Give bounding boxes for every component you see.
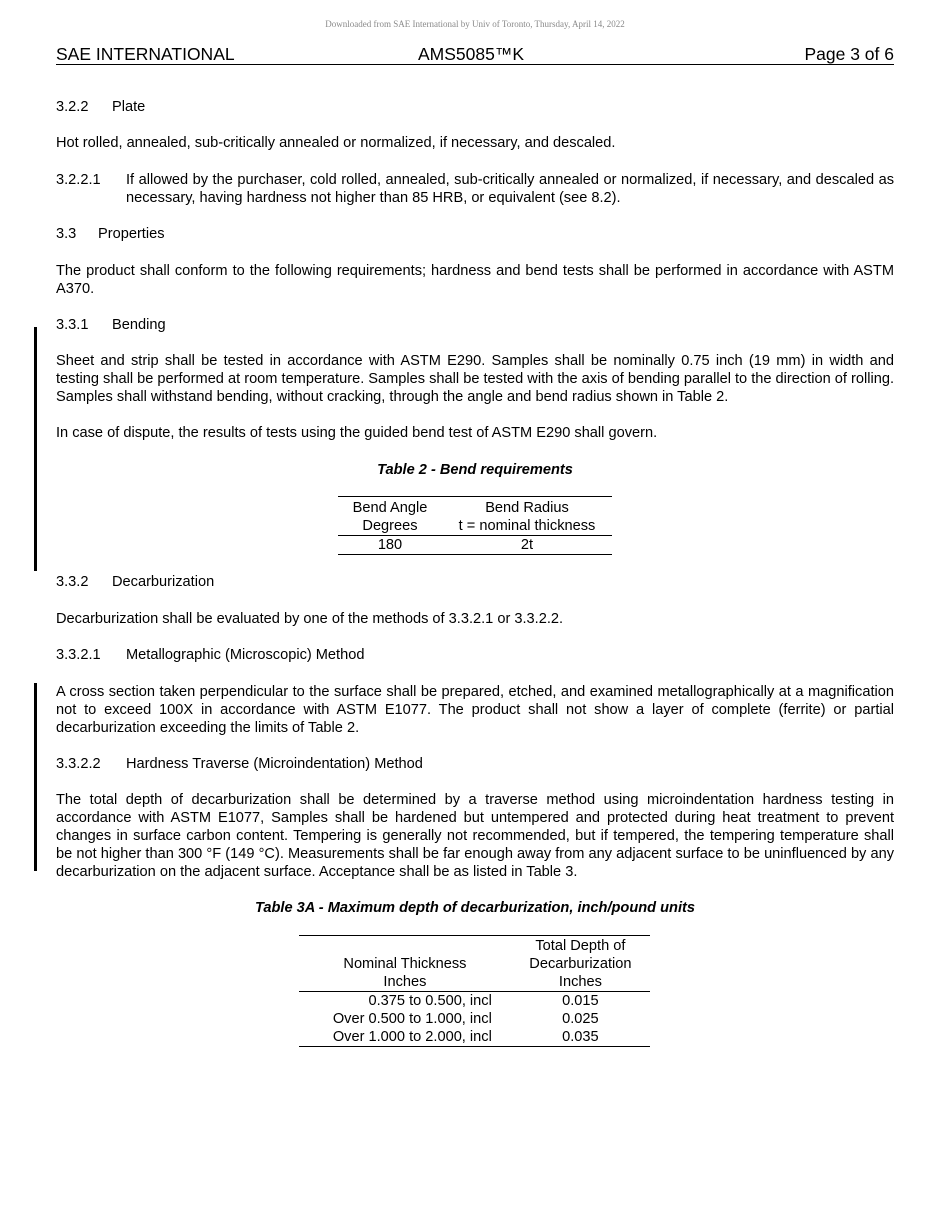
table-header-row [299, 973, 650, 992]
table-header-cell: Bend Angle [338, 497, 442, 518]
section-number: 3.3.2 [56, 574, 89, 590]
table-header-cell: Inches [299, 973, 511, 992]
table-row [299, 1010, 650, 1028]
section-number: 3.2.2 [56, 99, 89, 115]
revision-change-bar [34, 683, 37, 871]
section-heading-3-2-2 [56, 98, 145, 116]
section-number: 3.3 [56, 226, 77, 242]
section-paragraph: The product shall conform to the following requirements; hardness and bend tests shall be performed in accordance with ASTM A370. [56, 263, 894, 297]
header-organization: SAE INTERNATIONAL [56, 44, 235, 64]
section-heading-3-3-2-2 [56, 755, 423, 773]
section-paragraph: Hot rolled, annealed, sub-critically annealed or normalized, if necessary, and descaled. [56, 135, 616, 151]
table-3a-caption: Table 3A - Maximum depth of decarburization, inch/pound units [255, 900, 695, 916]
section-title: Properties [98, 226, 165, 242]
table-row [299, 992, 650, 1011]
section-number: 3.2.2.1 [56, 172, 101, 188]
table-cell: 0.015 [562, 993, 599, 1009]
section-heading-3-3 [56, 225, 165, 243]
table-cell: 180 [338, 536, 442, 555]
section-paragraph: Sheet and strip shall be tested in accordance with ASTM E290. Samples shall be nominally 0.75 inch (19 mm) in width and testing shall be performed at room temperature. Samples shall be tested with the axis of bending parallel to the direction of rolling. Samples shall withstand bending, without cracking, through the angle and bend radius shown in Table 2. [56, 353, 894, 405]
download-watermark: Downloaded from SAE International by Univ of Toronto, Thursday, April 14, 2022 [325, 19, 625, 29]
section-paragraph: The total depth of decarburization shall be determined by a traverse method using microindentation hardness testing in accordance with ASTM E1077, Samples shall be hardened but untempered and protected during heat treatment to prevent changes in surface carbon content. Tempering is generally not recommended, but if tempered, the tempering temperature shall be not higher than 300 °F (149 °C). Measurements shall be far enough away from any adjacent surface to be uninfluenced by any decarburization on the adjacent surface. Acceptance shall be as listed in Table 3. [56, 792, 894, 880]
section-heading-3-3-2-1 [56, 646, 364, 664]
table-cell: 0.375 to 0.500, incl [368, 993, 492, 1009]
revision-change-bar [34, 327, 37, 571]
page-header [56, 44, 894, 65]
table-header-cell [299, 936, 511, 956]
table-header-cell: Nominal Thickness [343, 956, 467, 972]
table-cell: 0.025 [562, 1011, 599, 1027]
table-header-row [299, 936, 650, 956]
section-paragraph: If allowed by the purchaser, cold rolled, annealed, sub-critically annealed or normalized, if necessary, and descaled as necessary, having hardness not higher than 85 HRB, or equivalent (see 8.2). [126, 172, 894, 206]
header-page-number: Page 3 of 6 [804, 44, 894, 64]
section-paragraph: Decarburization shall be evaluated by one of the methods of 3.3.2.1 or 3.3.2.2. [56, 611, 564, 627]
table-2-bend-requirements [338, 496, 612, 555]
table-header-cell: Degrees [338, 517, 442, 536]
header-document-id: AMS5085™K [418, 44, 525, 64]
section-title: Bending [112, 317, 166, 333]
section-heading-3-3-1 [56, 316, 166, 334]
table-row [338, 536, 612, 555]
section-number: 3.3.1 [56, 317, 89, 333]
section-number: 3.3.2.2 [56, 756, 101, 772]
table-header-cell: Inches [511, 973, 650, 992]
section-paragraph: A cross section taken perpendicular to the surface shall be prepared, etched, and examined metallographically at a magnification not to exceed 100X in accordance with ASTM E1077. The product shall not show a layer of complete (ferrite) or partial decarburization exceeding the limits of Table 2. [56, 684, 894, 736]
table-header-cell: t = nominal thickness [442, 517, 612, 536]
section-title: Hardness Traverse (Microindentation) Method [126, 756, 423, 772]
section-title: Metallographic (Microscopic) Method [126, 647, 365, 663]
section-title: Decarburization [112, 574, 215, 590]
table-2-caption: Table 2 - Bend requirements [377, 462, 573, 478]
table-cell: 2t [442, 536, 612, 555]
subsection-3-2-2-1 [56, 171, 894, 207]
table-3a-decarburization-depth [299, 935, 650, 1047]
table-header-row [338, 497, 612, 518]
section-number: 3.3.2.1 [56, 647, 101, 663]
table-cell: 0.035 [511, 1028, 650, 1047]
table-cell: Over 1.000 to 2.000, incl [299, 1028, 511, 1047]
table-header-cell: Decarburization [529, 956, 632, 972]
table-header-cell: Bend Radius [442, 497, 612, 518]
section-title: Plate [112, 99, 146, 115]
table-header-cell: Total Depth of [511, 936, 650, 956]
table-header-row [299, 955, 650, 973]
table-header-row [338, 517, 612, 536]
section-paragraph: In case of dispute, the results of tests using the guided bend test of ASTM E290 shall govern. [56, 425, 658, 441]
section-heading-3-3-2 [56, 573, 214, 591]
table-cell: Over 0.500 to 1.000, incl [332, 1011, 492, 1027]
table-row [299, 1028, 650, 1047]
